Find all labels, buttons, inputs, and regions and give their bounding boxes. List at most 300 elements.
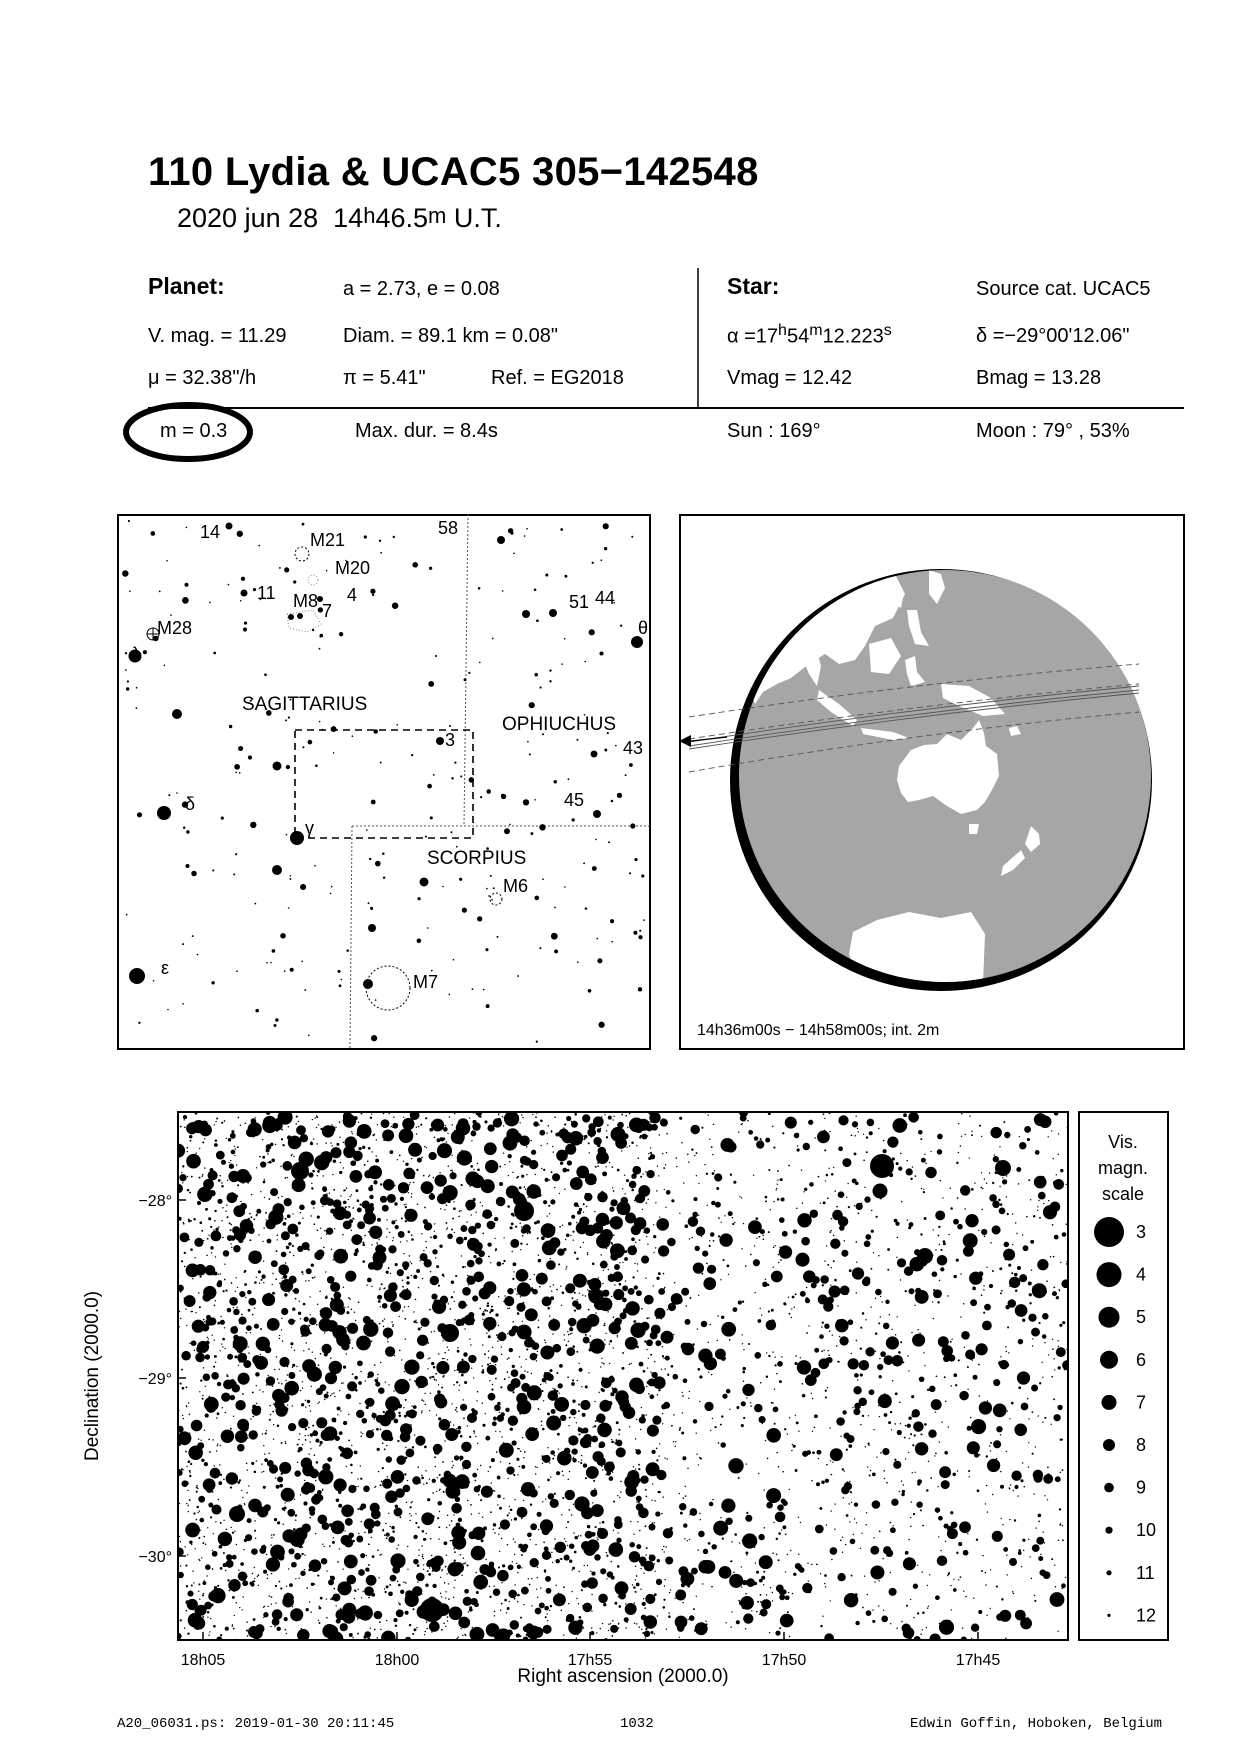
field-star [928, 1461, 929, 1462]
field-star [651, 1124, 658, 1131]
field-star [398, 1182, 409, 1193]
field-star [308, 1462, 309, 1463]
field-star [984, 1304, 991, 1311]
field-star [881, 1616, 888, 1623]
finder-star [192, 935, 194, 937]
field-star [655, 1202, 656, 1203]
field-star [469, 1338, 471, 1340]
field-star [369, 1226, 380, 1237]
finder-star [539, 824, 545, 830]
field-star [263, 1486, 266, 1489]
field-star [473, 1377, 474, 1378]
field-star [224, 1120, 226, 1122]
field-star [193, 1512, 195, 1514]
field-star [525, 1427, 539, 1441]
field-star [794, 1362, 797, 1365]
field-star [653, 1285, 654, 1286]
field-star [878, 1580, 879, 1581]
field-star [264, 1453, 265, 1454]
field-star [272, 1618, 280, 1626]
field-star [745, 1551, 748, 1554]
field-star [713, 1521, 728, 1536]
field-star [426, 1482, 428, 1484]
field-star [1060, 1169, 1063, 1172]
field-star [396, 1455, 405, 1464]
field-star [606, 1552, 607, 1553]
field-star [403, 1253, 404, 1254]
field-star [387, 1341, 388, 1342]
field-star [830, 1600, 831, 1601]
field-star [603, 1603, 606, 1606]
field-star [547, 1620, 548, 1621]
field-star [263, 1471, 264, 1472]
field-star [435, 1396, 447, 1408]
field-star [450, 1540, 452, 1542]
field-star [541, 1223, 556, 1238]
field-star [878, 1255, 879, 1256]
field-star [463, 1417, 465, 1419]
field-star [378, 1300, 381, 1303]
field-star [187, 1151, 188, 1152]
field-star [586, 1466, 599, 1479]
field-star [718, 1217, 720, 1219]
field-star [342, 1142, 343, 1143]
field-star [330, 1142, 331, 1143]
finder-star [493, 887, 495, 889]
field-star [416, 1627, 417, 1628]
field-star [715, 1202, 721, 1208]
field-star [758, 1236, 760, 1238]
field-star [720, 1517, 721, 1518]
field-star [205, 1414, 209, 1418]
field-star [514, 1517, 517, 1520]
field-star [473, 1169, 474, 1170]
field-star [907, 1355, 909, 1357]
field-star [214, 1220, 216, 1222]
field-star [571, 1514, 573, 1516]
field-star [310, 1410, 311, 1411]
field-star [578, 1205, 580, 1207]
finder-star [502, 590, 504, 592]
field-star [979, 1125, 981, 1127]
field-star [425, 1584, 429, 1588]
field-star [1011, 1280, 1013, 1282]
field-star [562, 1225, 563, 1226]
field-star [597, 1162, 599, 1164]
field-star [466, 1221, 467, 1222]
field-star [720, 1279, 721, 1280]
field-star [443, 1127, 448, 1132]
field-star [822, 1284, 824, 1286]
field-star [231, 1282, 233, 1284]
field-star [217, 1412, 220, 1415]
field-star [992, 1531, 1003, 1542]
field-star [842, 1468, 844, 1470]
field-star [377, 1549, 379, 1551]
field-star [374, 1487, 375, 1488]
field-star [266, 1380, 268, 1382]
field-star [393, 1116, 394, 1117]
field-star [612, 1620, 614, 1622]
field-star [557, 1451, 572, 1466]
field-star [254, 1578, 255, 1579]
field-star [613, 1501, 615, 1503]
field-star [882, 1558, 883, 1559]
field-star [405, 1457, 408, 1460]
field-star [608, 1401, 613, 1406]
finder-star [197, 954, 199, 956]
field-star [940, 1249, 942, 1251]
field-star [323, 1153, 325, 1155]
field-star [1002, 1524, 1003, 1525]
finder-star [322, 729, 324, 731]
field-star [364, 1235, 366, 1237]
field-star [638, 1468, 640, 1470]
field-star [756, 1571, 759, 1574]
field-star [736, 1581, 737, 1582]
field-star [578, 1403, 580, 1405]
field-star [267, 1375, 268, 1376]
finder-label-delta: δ [185, 794, 196, 814]
field-star [867, 1594, 868, 1595]
field-star [296, 1123, 298, 1125]
field-star [560, 1162, 563, 1165]
field-star [267, 1318, 280, 1331]
field-star [820, 1203, 821, 1204]
field-star [824, 1324, 829, 1329]
field-star [454, 1232, 455, 1233]
field-star [316, 1229, 318, 1231]
field-star [1050, 1256, 1052, 1258]
field-star [891, 1429, 892, 1430]
field-star [671, 1365, 674, 1368]
field-star [260, 1161, 266, 1167]
finder-star [137, 812, 142, 817]
finder-star [611, 941, 613, 943]
field-star [406, 1240, 407, 1241]
field-star [223, 1290, 225, 1292]
field-star [1066, 1184, 1067, 1185]
field-star [774, 1389, 775, 1390]
field-star [883, 1323, 890, 1330]
field-star [272, 1609, 283, 1620]
field-star [451, 1280, 454, 1283]
field-star [326, 1198, 334, 1206]
field-star [951, 1609, 952, 1610]
field-star [511, 1440, 516, 1445]
finder-star [182, 597, 189, 604]
field-star [671, 1425, 673, 1427]
field-star [578, 1535, 579, 1536]
field-star [379, 1554, 380, 1555]
field-star [856, 1262, 857, 1263]
field-star [282, 1144, 284, 1146]
field-star [258, 1574, 260, 1576]
field-star [303, 1501, 307, 1505]
field-star [231, 1246, 233, 1248]
field-star [578, 1571, 579, 1572]
field-star [620, 1328, 621, 1329]
field-star [418, 1549, 419, 1550]
field-star [366, 1555, 367, 1556]
finder-star [229, 725, 233, 729]
field-star [861, 1203, 862, 1204]
finder-star [477, 916, 482, 921]
field-star [967, 1426, 972, 1431]
field-star [629, 1145, 630, 1146]
field-star [1026, 1216, 1028, 1218]
field-star [531, 1140, 532, 1141]
field-star [478, 1513, 479, 1514]
field-star [662, 1413, 663, 1414]
field-star [307, 1525, 308, 1526]
field-star [909, 1636, 912, 1639]
field-star [416, 1169, 418, 1171]
field-star [549, 1610, 550, 1611]
field-star [185, 1546, 186, 1547]
field-star [733, 1572, 735, 1574]
field-star [410, 1502, 411, 1503]
field-star [279, 1357, 289, 1367]
field-star [602, 1290, 609, 1297]
field-star [254, 1432, 256, 1434]
star-declination: δ =−29°00'12.06" [976, 325, 1130, 347]
field-star [437, 1517, 439, 1519]
field-star [252, 1416, 254, 1418]
field-star [470, 1598, 477, 1605]
field-star [1019, 1136, 1020, 1137]
finder-star [448, 994, 450, 996]
finder-star [393, 536, 395, 538]
field-star [889, 1588, 897, 1596]
field-star [320, 1353, 322, 1355]
field-star [938, 1235, 940, 1237]
field-star [552, 1333, 553, 1334]
field-star [469, 1482, 470, 1483]
field-star [446, 1554, 447, 1555]
field-star [384, 1318, 385, 1319]
field-star [810, 1210, 818, 1218]
field-star [1047, 1467, 1049, 1469]
field-star [248, 1309, 251, 1312]
field-star [464, 1381, 467, 1384]
field-star [252, 1406, 261, 1415]
field-star [200, 1276, 202, 1278]
field-star [1015, 1610, 1026, 1621]
field-star [989, 1284, 993, 1288]
field-star [203, 1536, 205, 1538]
field-star [550, 1499, 559, 1508]
field-star [330, 1282, 340, 1292]
field-star [636, 1145, 637, 1146]
field-star [722, 1394, 727, 1399]
field-star [462, 1635, 463, 1636]
field-star [495, 1248, 497, 1250]
field-star [454, 1113, 455, 1114]
field-star [609, 1363, 610, 1364]
field-star [307, 1400, 310, 1403]
field-star [584, 1135, 588, 1139]
field-star [545, 1178, 549, 1182]
field-star [903, 1484, 904, 1485]
field-star [831, 1173, 834, 1176]
field-star [1031, 1385, 1038, 1392]
field-star [417, 1203, 419, 1205]
field-star [451, 1567, 452, 1568]
field-star [733, 1181, 736, 1184]
field-star [661, 1118, 665, 1122]
field-star [957, 1470, 958, 1471]
field-star [662, 1153, 663, 1154]
field-star [432, 1479, 436, 1483]
field-star [550, 1450, 555, 1455]
field-star [719, 1566, 732, 1579]
field-star [956, 1552, 958, 1554]
field-star [631, 1363, 632, 1364]
field-star [432, 1570, 434, 1572]
field-star [216, 1118, 218, 1120]
field-star [540, 1587, 541, 1588]
field-star [208, 1635, 209, 1636]
field-star [363, 1212, 376, 1225]
field-star [524, 1186, 526, 1188]
field-star [880, 1316, 881, 1317]
field-star [246, 1332, 248, 1334]
field-star [876, 1457, 877, 1458]
field-star [248, 1346, 249, 1347]
field-star [509, 1631, 511, 1633]
field-star [568, 1603, 569, 1604]
field-star [698, 1183, 699, 1184]
finder-star [240, 600, 242, 602]
field-star [206, 1315, 211, 1320]
field-star [406, 1209, 409, 1212]
field-star [247, 1470, 248, 1471]
field-star [516, 1303, 525, 1312]
field-star [559, 1193, 560, 1194]
field-star [214, 1586, 217, 1589]
star-header: Star: [727, 273, 780, 299]
field-star [652, 1522, 654, 1524]
field-star [898, 1351, 901, 1354]
field-star [247, 1635, 249, 1637]
field-star [405, 1611, 409, 1615]
field-star [391, 1220, 395, 1224]
field-star [648, 1358, 649, 1359]
field-star [457, 1636, 458, 1637]
field-star [663, 1599, 665, 1601]
field-star [267, 1153, 269, 1155]
field-star [974, 1453, 979, 1458]
field-star [339, 1344, 340, 1345]
field-star [429, 1410, 430, 1411]
field-star [439, 1181, 440, 1182]
finder-star [191, 871, 197, 877]
field-star [405, 1399, 407, 1401]
field-star [346, 1311, 349, 1314]
field-star [410, 1506, 412, 1508]
field-star [1018, 1183, 1020, 1185]
field-star [612, 1119, 613, 1120]
field-star [521, 1366, 522, 1367]
field-star [791, 1450, 792, 1451]
field-star [785, 1595, 790, 1600]
field-star [473, 1530, 478, 1535]
field-star [550, 1606, 552, 1608]
field-star [729, 1339, 731, 1341]
field-star [746, 1512, 748, 1514]
field-star [1004, 1242, 1010, 1248]
field-star [481, 1371, 484, 1374]
field-star [974, 1182, 975, 1183]
field-star [1065, 1577, 1066, 1578]
field-star [320, 1307, 332, 1319]
field-star [611, 1243, 613, 1245]
field-star [626, 1179, 629, 1182]
field-star [498, 1124, 501, 1127]
field-star [200, 1121, 208, 1129]
field-star [282, 1340, 283, 1341]
field-star [886, 1336, 899, 1349]
field-star [484, 1142, 497, 1155]
field-star [443, 1358, 444, 1359]
field-star [483, 1213, 485, 1215]
field-star [824, 1574, 827, 1577]
field-star [182, 1480, 189, 1487]
field-star [479, 1115, 482, 1118]
field-star [1006, 1451, 1007, 1452]
field-star [901, 1201, 903, 1203]
field-star [348, 1306, 349, 1307]
field-star [464, 1589, 469, 1594]
finder-star [312, 629, 314, 631]
field-star [460, 1404, 467, 1411]
field-star [386, 1533, 390, 1537]
field-star [520, 1249, 521, 1250]
field-star [199, 1177, 201, 1179]
finder-star [633, 931, 637, 935]
field-star [316, 1324, 318, 1326]
field-star [275, 1585, 277, 1587]
field-star [348, 1485, 356, 1493]
field-star [555, 1585, 556, 1586]
field-star [482, 1215, 484, 1217]
bright-star [172, 709, 182, 719]
field-star [250, 1332, 251, 1333]
field-star [829, 1131, 830, 1132]
field-star [990, 1127, 1001, 1138]
field-star [360, 1436, 362, 1438]
field-star [263, 1227, 264, 1228]
field-star [339, 1137, 340, 1138]
field-star [417, 1335, 428, 1346]
field-star [820, 1275, 829, 1284]
field-star [643, 1573, 644, 1574]
field-star [189, 1499, 191, 1501]
field-star [833, 1235, 835, 1237]
field-star [620, 1491, 622, 1493]
field-star [788, 1165, 790, 1167]
field-star [792, 1444, 793, 1445]
field-star [236, 1277, 237, 1278]
field-star [461, 1255, 462, 1256]
field-star [579, 1216, 589, 1226]
field-star [682, 1395, 684, 1397]
field-star [354, 1589, 356, 1591]
field-star [854, 1135, 856, 1137]
field-star [961, 1136, 962, 1137]
field-star [452, 1124, 453, 1125]
